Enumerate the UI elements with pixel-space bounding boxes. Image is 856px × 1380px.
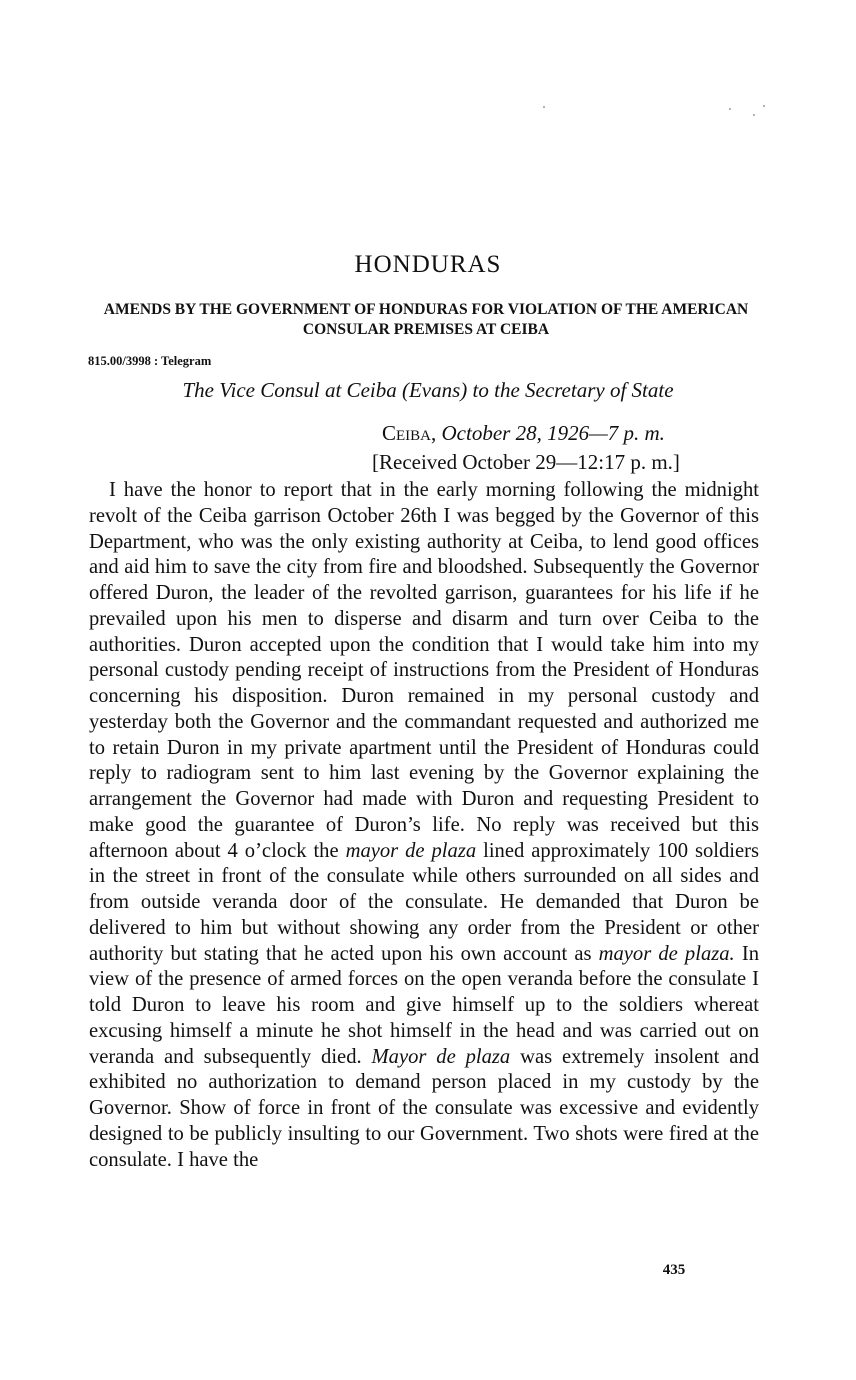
- body-text-part: was extremely insolent and exhibited no authorization to demand person placed in my custody by the Governor. Show of force in front of the consulate was excessive and evidently designed to be publicly insulting to our Government. Two shots were fired at the consulate. I have the: [89, 1045, 759, 1171]
- scan-speck: [729, 108, 731, 110]
- document-title: The Vice Consul at Ceiba (Evans) to the Secretary of State: [182, 378, 674, 402]
- file-reference: 815.00/3998 : Telegram: [88, 354, 212, 368]
- received-note: [Received October 29—12:17 p. m.]: [372, 450, 680, 474]
- body-text-part: lined approximately 100 soldiers in the street in front of the consulate while others surrounded on all sides and from outside veranda door of the consulate. He demanded that Duron be delivered to him but without showing any order from the President or other authority but stating that he acted upon his own account as: [89, 839, 760, 965]
- scan-speck: [543, 106, 545, 108]
- telegram-body: [89, 478, 759, 1173]
- country-title: HONDURAS: [354, 251, 502, 278]
- page-number: 435: [662, 1262, 686, 1278]
- body-italic-phrase: mayor de plaza: [345, 839, 477, 862]
- dateline-place: Ceiba,: [382, 421, 437, 445]
- body-italic-phrase: mayor de plaza.: [598, 942, 735, 965]
- section-heading: AMENDS BY THE GOVERNMENT OF HONDURAS FOR VIOLATION OF THE AMERICAN CONSULAR PREMISES AT CEIBA: [103, 301, 749, 338]
- scan-speck: [763, 105, 765, 107]
- body-text-part: In view of the presence of armed forces on the open veranda before the consulate I told Duron to leave his room and give himself up to the soldiers whereat excusing himself a minute he shot himself in the head and was carried out on veranda and subsequently died.: [89, 942, 760, 1068]
- dateline-date: October 28, 1926—7 p. m.: [441, 421, 665, 445]
- body-italic-phrase: Mayor de plaza: [371, 1045, 511, 1068]
- scan-speck: [753, 114, 755, 116]
- dateline: [382, 421, 665, 446]
- body-text-part: I have the honor to report that in the early morning following the midnight revolt of the Ceiba garrison October 26th I was begged by the Governor of this Department, who was the only existing authority at Ceiba, to lend good offices and aid him to save the city from fire and bloodshed. Subsequently the Governor offered Duron, the leader of the revolted garrison, guarantees for his life if he prevailed upon his men to disperse and disarm and turn over Ceiba to the authorities. Duron accepted upon the condition that I would take him into my personal custody pending receipt of instructions from the President of Honduras concerning his disposition. Duron remained in my personal custody and yesterday both the Governor and the commandant requested and authorized me to retain Duron in my private apartment until the President of Honduras could reply to radiogram sent to him last evening by the Governor explaining the arrangement the Governor had made with Duron and requesting President to make good the guarantee of Duron’s life. No reply was received but this afternoon about 4 o’clock the: [89, 479, 759, 862]
